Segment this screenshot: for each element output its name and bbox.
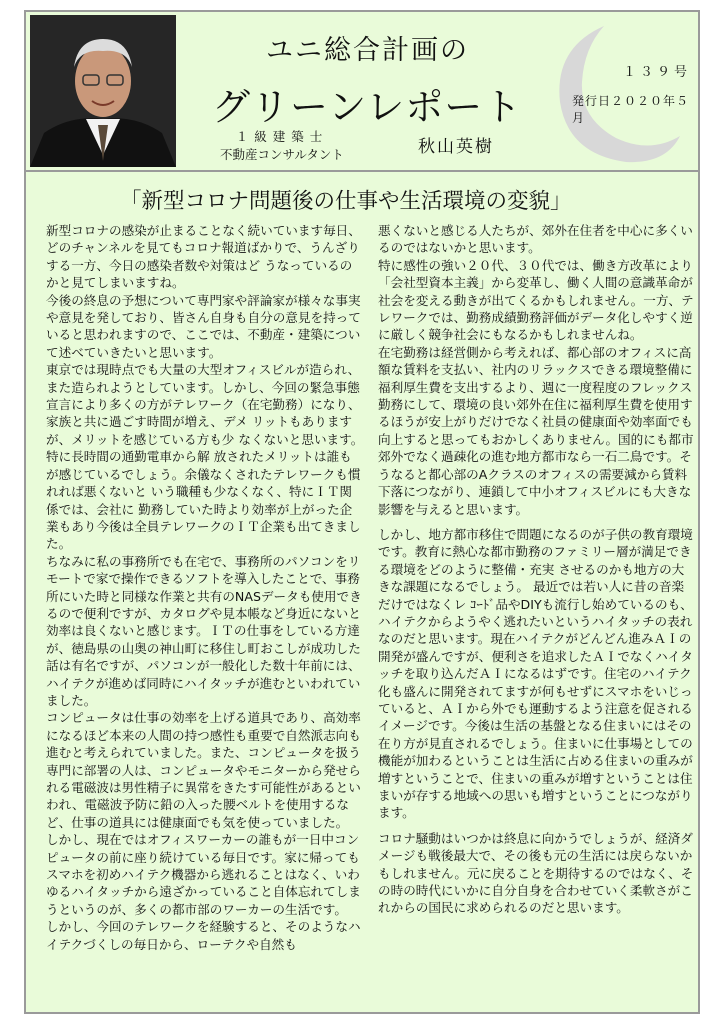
report-header <box>26 12 698 172</box>
paragraph: コロナ騒動はいつかは終息に向かうでしょうが、経済ダメージも戦後最大で、その後も元の生活には戻らないかもしれません。元に戻ることを期待するのではなく、その時の時代にいかに自分自身を合わせていく柔軟さがこれからの国民に求められるのだと思います。 <box>378 830 694 916</box>
paragraph: しかし、今回のテレワークを経験すると、そのようなハイテクづくしの毎日から、ローテクや自然も <box>46 919 361 952</box>
article-column-right <box>378 222 696 917</box>
spacer <box>378 822 696 830</box>
issue-number: １３９号 <box>623 65 692 80</box>
paragraph: 東京では現時点でも大量の大型オフィスビルが造られ、また造られようとしています。しかし、今回の緊急事態宣言により多くの方がテレワーク（在宅勤務）になり、家族と共に過ごす時間が増え、デメ リットもありますが、メリットを感じている方も少 なくないと思います。特に長時間の通勤電車から解 放されたメリットは誰もが感じているでしょう。余儀なくされたテレワークも慣れれば悪くないと いう職種も少なくなく、特にＩＴ関係では、会社に 勤務していた時より効率が上がった企業もあり今後は全員テレワークのＩＴ企業も出てきました。 <box>46 362 364 552</box>
credential-consultant: 不動産コンサルタント <box>220 147 344 162</box>
newsletter-title-line1: ユニ総合計画の <box>266 35 469 66</box>
paragraph: 悪くないと感じる人たちが、郊外在住者を中心に多くいるのではないかと思います。 <box>378 223 693 256</box>
paragraph: しかし、現在ではオフィスワーカーの誰もが一日中コンピュータの前に座り続けている毎日です。家に帰ってもスマホを初めハイテク機器から逃れることはなく、いわゆるハイタッチから遠ざかっていること自体忘れてしまうというのが、多くの都市部のワーカーの生活です。 <box>46 832 361 917</box>
article-headline: 「新型コロナ問題後の仕事や生活環境の変貌」 <box>120 189 572 214</box>
paragraph: ちなみに私の事務所でも在宅で、事務所のパソコンをリモートで家で操作できるソフトを導入したことで、事務所にいた時と同様な作業と共有のNASデータも使用できるので便利ですが、カタログや見本帳など身近にないと効率は良くないと感じます。ＩＴの仕事をしている方達が、徳島県の山奥の神山町に移住し町おこしが成功した話は有名ですが、パソコンが一般化した数十年前には、ハイテクが進めば同時にハイタッチが進むといわれていました。 <box>46 553 362 708</box>
author-credentials <box>202 128 362 164</box>
newsletter-title-line2: グリーンレポート <box>212 85 523 129</box>
paragraph: 特に感性の強い２０代、３０代では、働き方改革により「会社型資本主義」から変革し、働く人間の意識革命が社会を変える動きが出てくるかもしれません。一方、テレワークでは、勤務成績勤務評価がデータ化しやすく逆に厳しく競争社会にもなるかもしれませんね。 <box>378 257 694 343</box>
paragraph: 在宅勤務は経営側から考えれば、都心部のオフィスに高額な賃料を支払い、社内のリラックスできる環境整備に福利厚生費を支出するより、週に一度程度のフレックス勤務にして、環境の良い郊外在住に福利厚生費を使用するほうが安上がりだけでなく社員の健康面や効率面でも向上すると思ってもおかしくありません。国的にも都市郊外でなく過疎化の進む地方都市なら一石二鳥です。そうなると都心部のAクラスのオフィスの需要減から賃料下落につながり、連鎖して中小オフィスビルにも大きな影響を与えると思います。 <box>378 344 694 517</box>
spacer <box>378 518 696 526</box>
paragraph: コンピュータは仕事の効率を上げる道具であり、高効率になるほど本来の人間の持つ感性も重要で自然派志向も進むと考えられていました。また、コンピュータを扱う専門に部署の人は、コンピュータやモニターから発せられる電磁波は男性精子に異常をきたす可能性があるといわれ、電磁波予防に鉛の入った腰ベルトを使用するなど、仕事の道具には健康面でも気を使っていました。 <box>46 710 361 830</box>
credential-architect: １級建築士 <box>235 129 329 144</box>
paragraph: 今後の終息の予想について専門家や評論家が様々な事実や意見を発しており、皆さん自身も自分の意見を持っていると思われますので、ここでは、不動産・建築について述べていきたいと思います。 <box>46 292 361 360</box>
paragraph: 新型コロナの感染が止まることなく続いています毎日、どのチャンネルを見てもコロナ報道ばかりで、うんざりする一方、今日の感染者数や対策はど うなっているのかと見てしまいますね。 <box>46 223 361 291</box>
author-photo <box>30 15 176 167</box>
publish-date: 発行日２０２０年５月 <box>572 94 690 125</box>
article-column-left <box>46 222 364 953</box>
author-name: 秋山英樹 <box>418 137 494 157</box>
report-page <box>24 10 700 1014</box>
paragraph: しかし、地方都市移住で問題になるのが子供の教育環境です。教育に熱心な都市勤務のファミリー層が満足できる環境をどのように整備・充実 させるのかも地方の大きな課題になるでしょう。 最近では若い人に昔の音楽だけではなくレ ｺｰﾄﾞ品やDIYも流行し始めているのも、ハイテクからようやく逃れたいというハイタッチの表れなのだと思います。現在ハイテクがどんどん進みＡＩの開発が盛んですが、便利さを追求したＡＩでなくハイタッチを取り込んだＡＩになるはずです。住宅のハイテク化も盛んに開発されてますが何もせずにスマホをいじっていると、ＡＩから外でも運動するよう注意を促されるイメージです。今後は生活の基盤となる住まいにはその在り方が見直されるでしょう。住まいに仕事場としての機能が加わるということは生活に占める住まいの重みが増すということで、住まいの重みが増すということは住まいが存する地域への思いも増すということにつながります。 <box>378 526 693 821</box>
